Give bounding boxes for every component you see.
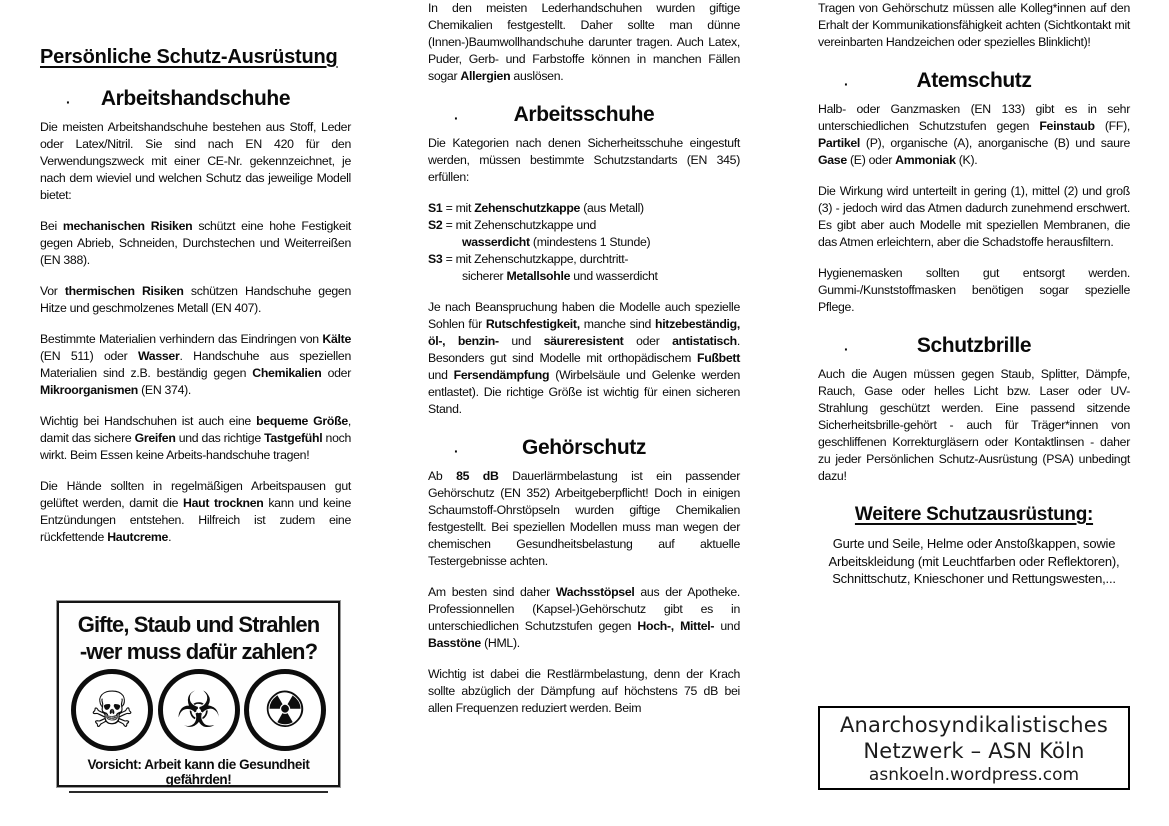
paragraph-schuhe-intro: Die Kategorien nach denen Sicherheitsschuhe eingestuft werden, müssen bestimmte Schutzstandarts (EN 345) erfüllen: [428, 136, 740, 184]
hazard-poster-caption: Vorsicht: Arbeit kann die Gesundheit gefährden! [87, 757, 310, 787]
asn-contact-box [818, 706, 1130, 790]
paragraph-lederhandschuhe: In den meisten Lederhandschuhen wurden giftige Chemikalien festgestellt. Daher sollte man dünne (Innen-)Baumwollhandschuhe darunter tragen. Auch Latex, Puder, Gerb- und Farbstoffe können in manchen Fällen sogar Allergien auslösen. [428, 1, 740, 83]
heading-bullet-icon: · [454, 110, 459, 126]
paragraph-wachsstoepsel: Am besten sind daher Wachsstöpsel aus der Apotheke. Professionnellen (Kapsel-)Gehörschutz gibt es in unterschiedlichen Schutzstufen gegen Hoch-, Mittel- und Basstöne (HML). [428, 585, 741, 650]
spec-list-s2: S2 = mit Zehenschutzkappe und [428, 218, 597, 232]
paragraph-materialien: Bestimmte Materialien verhindern das Eindringen von Kälte (EN 511) oder Wasser. Handschuhe aus speziellen Materialien sind z.B. beständig gegen Chemikalien oder Mikroorganismen (EN 374). [40, 332, 351, 397]
hazard-poster-title-line2: -wer muss dafür zahlen? [79, 639, 318, 664]
asn-name-line2: Netzwerk – ASN Köln [863, 739, 1085, 763]
paragraph-augen: Auch die Augen müssen gegen Staub, Splitter, Dämpfe, Rauch, Gase oder helles Licht bzw. Laser oder UV-Strahlung geschützt werden. Eine passend sitzende Sicherheitsbrille-gehört - auch für Träger*innen von geschliffenen Korrekturgläsern oder Kontaktlinsen - daher zu jeder Persönlichen Schutz-Ausrüstung (PSA) unbedingt dazu! [818, 367, 1130, 483]
hazard-poster-title-line1: Gifte, Staub und Strahlen [77, 612, 320, 637]
paragraph-mechanische-risiken: Bei mechanischen Risiken schützt eine hohe Festigkeit gegen Abrieb, Schneiden, Durchstechen und Weiterreißen (EN 388). [40, 219, 351, 267]
heading-text: Arbeitsschuhe [513, 103, 655, 126]
heading-bullet-icon: · [844, 341, 849, 357]
section-heading-atemschutz [818, 69, 1130, 93]
heading-text: Arbeitshandschuhe [100, 87, 291, 110]
heading-text: Atemschutz [916, 69, 1032, 92]
paragraph-sohlen: Je nach Beanspruchung haben die Modelle auch spezielle Sohlen für Rutschfestigkeit, manche sind hitzebeständig, öl-, benzin- und säureresistent oder antistatisch. Besonders gut sind Modelle mit orthopädischem Fußbett und Fersendämpfung (Wirbelsäule und Gelenke werden entlastet). Die richtige Größe ist wichtig für einen sicheren Stand. [428, 300, 740, 416]
skull-crossbones-icon [71, 669, 153, 751]
paragraph-restlaerm: Wichtig ist dabei die Restlärmbelastung, denn der Krach sollte abzüglich der Dämpfung auf höchstens 75 dB bei allen Frequenzen reduziert werden. Beim [428, 667, 740, 715]
section-heading-weitere-schutzausruestung: Weitere Schutzausrüstung: [854, 504, 1094, 525]
skull-glyph: ☠ [89, 681, 135, 739]
paragraph-wirkung: Die Wirkung wird unterteilt in gering (1), mittel (2) und groß (3) - jedoch wird das Atmen dadurch zunehmend erschwert. Es gibt aber auch Modelle mit speziellen Membranen, die das Atmen erleichtern, aber die Schadstoffe herausfiltern. [818, 184, 1130, 249]
paragraph-handschuhe-intro: Die meisten Arbeitshandschuhe bestehen aus Stoff, Leder oder Latex/Nitril. Sie sind nach EN 420 für den Verwendungszweck mit einer CE-Nr. gekennzeichnet, je nach dem wieviel und welchen Schutz das jeweilige Modell bietet: [40, 120, 351, 202]
paragraph-weitere-liste: Gurte und Seile, Helme oder Anstoßkappen, sowie Arbeitskleidung (mit Leuchtfarben oder Reflektoren), Schnittschutz, Knieschoner und Rettungswesten,... [828, 536, 1120, 586]
asn-name-line1: Anarchosyndikalistisches [839, 713, 1109, 737]
paragraph-groesse: Wichtig bei Handschuhen ist auch eine bequeme Größe, damit das sichere Greifen und das richtige Tastgefühl noch wirkt. Beim Essen keine Arbeits-handschuhe tragen! [40, 414, 351, 462]
spec-list-s1: S1 = mit Zehenschutzkappe (aus Metall) [428, 201, 644, 215]
spec-list-s3: S3 = mit Zehenschutzkappe, durchtritt- [428, 252, 629, 266]
hazard-poster [57, 601, 340, 787]
section-heading-gehoerschutz [428, 436, 740, 460]
biohazard-glyph: ☣ [176, 681, 221, 739]
paragraph-hygienemasken: Hygienemasken sollten gut entsorgt werden. Gummi-/Kunststoffmasken benötigen sogar spezielle Pflege. [818, 266, 1130, 314]
column-1 [40, 0, 351, 560]
hazard-symbol-row [59, 665, 338, 751]
column-3 [818, 0, 1130, 602]
asn-website-url: asnkoeln.wordpress.com [868, 765, 1080, 785]
section-heading-arbeitshandschuhe [40, 87, 351, 111]
heading-text: Schutzbrille [916, 334, 1032, 357]
paragraph-thermische-risiken: Vor thermischen Risiken schützen Handschuhe gegen Hitze und geschmolzenes Metall (EN 407). [40, 284, 351, 315]
hazard-poster-rule [69, 791, 328, 793]
radiation-icon [244, 669, 326, 751]
section-heading-schutzbrille [818, 334, 1130, 358]
heading-text: Gehörschutz [522, 436, 646, 459]
heading-bullet-icon: · [844, 76, 849, 92]
biohazard-icon [158, 669, 240, 751]
paragraph-masken: Halb- oder Ganzmasken (EN 133) gibt es in sehr unterschiedlichen Schutzstufen gegen Feinstaub (FF), Partikel (P), organische (A), anorganische (B) und saure Gase (E) oder Ammoniak (K). [818, 102, 1131, 167]
paragraph-hautpflege: Die Hände sollten in regelmäßigen Arbeitspausen gut gelüftet werden, damit die Haut trocknen kann und keine Entzündungen entstehen. Hilfreich ist zudem eine rückfettende Hautcreme. [40, 479, 351, 544]
paragraph-85db: Ab 85 dB Dauerlärmbelastung ist ein passender Gehörschutz (EN 352) Arbeitgeberpflicht! Doch in einigen Schaumstoff-Ohrstöpseln wurden giftige Chemikalien festgestellt. Bei speziellen Modellen muss man wegen der chemischen Gesundheitsbelastung auf aktuelle Testergebnisse achten. [428, 469, 740, 568]
spec-list-s2-cont: wasserdicht (mindestens 1 Stunde) [462, 235, 651, 249]
heading-bullet-icon: · [66, 94, 71, 110]
column-2 [428, 0, 740, 731]
spec-list-s3-cont: sicherer Metallsohle und wasserdicht [462, 269, 658, 283]
radiation-glyph: ☢ [262, 681, 308, 739]
heading-bullet-icon: · [454, 443, 459, 459]
paragraph-kommunikation: Tragen von Gehörschutz müssen alle Kolleg*innen auf den Erhalt der Kommunikationsfähigkeit achten (Sichtkontakt mit vereinbarten Handzeichen oder spezielles Blinklicht)! [818, 1, 1130, 49]
section-heading-arbeitsschuhe [428, 103, 740, 127]
document-title: Persönliche Schutz-Ausrüstung [40, 46, 338, 68]
